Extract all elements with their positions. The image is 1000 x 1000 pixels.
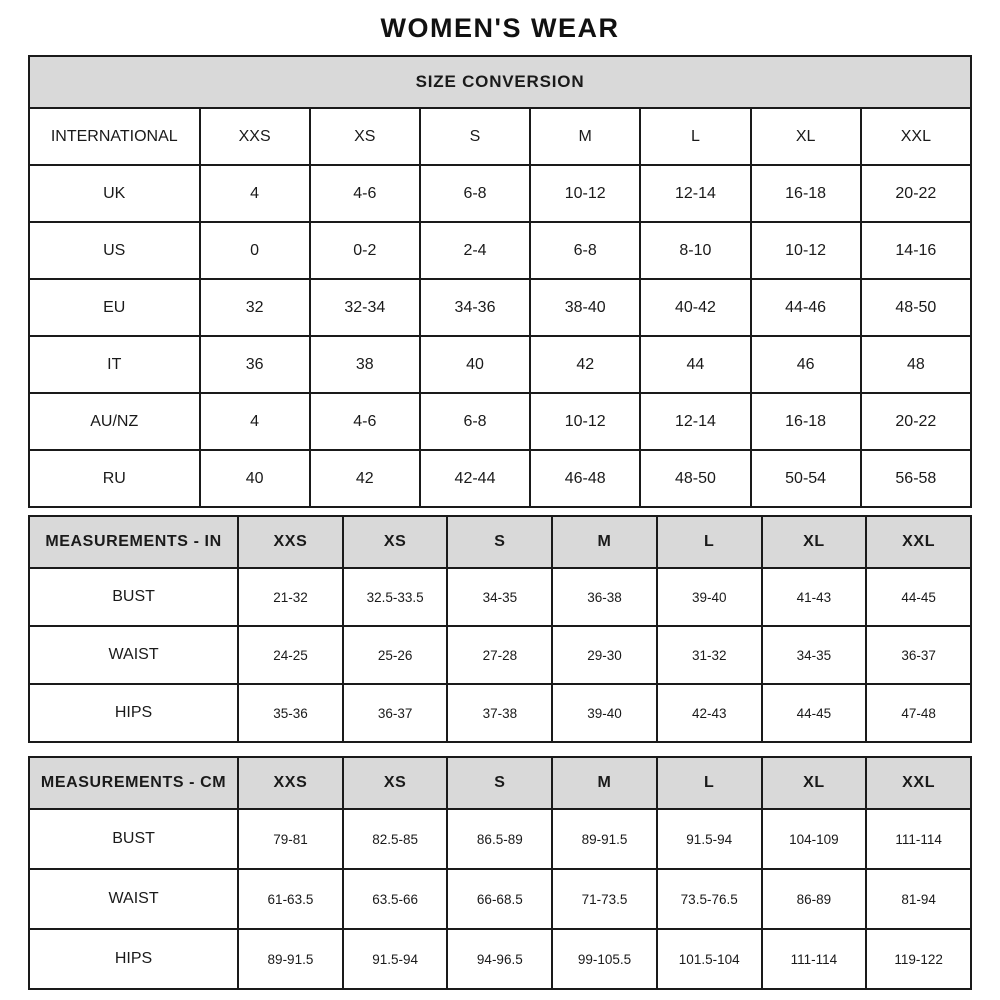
size-column-header: S	[420, 108, 530, 165]
value-cell: 40	[200, 450, 310, 507]
value-cell: 35-36	[238, 684, 343, 742]
size-column-header: S	[447, 516, 552, 568]
value-cell: 20-22	[861, 165, 971, 222]
value-cell: 34-35	[762, 626, 867, 684]
size-column-header: M	[552, 516, 657, 568]
value-cell: 8-10	[640, 222, 750, 279]
value-cell: 86-89	[762, 869, 867, 929]
value-cell: 41-43	[762, 568, 867, 626]
value-cell: 48-50	[861, 279, 971, 336]
row-label: IT	[29, 336, 200, 393]
value-cell: 61-63.5	[238, 869, 343, 929]
value-cell: 20-22	[861, 393, 971, 450]
size-column-header: XXL	[866, 516, 971, 568]
value-cell: 10-12	[530, 393, 640, 450]
value-cell: 24-25	[238, 626, 343, 684]
value-cell: 2-4	[420, 222, 530, 279]
value-cell: 50-54	[751, 450, 861, 507]
row-label: BUST	[29, 809, 238, 869]
column-header-row	[29, 757, 971, 809]
value-cell: 38-40	[530, 279, 640, 336]
value-cell: 31-32	[657, 626, 762, 684]
value-cell: 91.5-94	[657, 809, 762, 869]
size-column-header: XS	[343, 516, 448, 568]
value-cell: 36	[200, 336, 310, 393]
value-cell: 16-18	[751, 393, 861, 450]
value-cell: 82.5-85	[343, 809, 448, 869]
table-row	[29, 684, 971, 742]
value-cell: 111-114	[866, 809, 971, 869]
value-cell: 89-91.5	[238, 929, 343, 989]
value-cell: 86.5-89	[447, 809, 552, 869]
value-cell: 32	[200, 279, 310, 336]
value-cell: 12-14	[640, 165, 750, 222]
size-column-header: XS	[310, 108, 420, 165]
value-cell: 4	[200, 393, 310, 450]
value-cell: 34-35	[447, 568, 552, 626]
value-cell: 34-36	[420, 279, 530, 336]
value-cell: 36-37	[866, 626, 971, 684]
row-label: US	[29, 222, 200, 279]
value-cell: 16-18	[751, 165, 861, 222]
value-cell: 111-114	[762, 929, 867, 989]
table-row	[29, 568, 971, 626]
measurements-in-table	[28, 515, 972, 743]
value-cell: 56-58	[861, 450, 971, 507]
value-cell: 40	[420, 336, 530, 393]
size-conversion-table	[28, 55, 972, 508]
value-cell: 73.5-76.5	[657, 869, 762, 929]
row-header-label: MEASUREMENTS - IN	[29, 516, 238, 568]
value-cell: 6-8	[420, 393, 530, 450]
table-row	[29, 626, 971, 684]
value-cell: 63.5-66	[343, 869, 448, 929]
row-label: WAIST	[29, 869, 238, 929]
value-cell: 42-44	[420, 450, 530, 507]
table-row	[29, 809, 971, 869]
value-cell: 27-28	[447, 626, 552, 684]
value-cell: 42	[530, 336, 640, 393]
value-cell: 38	[310, 336, 420, 393]
row-label: RU	[29, 450, 200, 507]
value-cell: 39-40	[552, 684, 657, 742]
value-cell: 79-81	[238, 809, 343, 869]
value-cell: 101.5-104	[657, 929, 762, 989]
value-cell: 48	[861, 336, 971, 393]
row-label: HIPS	[29, 929, 238, 989]
value-cell: 10-12	[751, 222, 861, 279]
value-cell: 46-48	[530, 450, 640, 507]
value-cell: 0	[200, 222, 310, 279]
value-cell: 44	[640, 336, 750, 393]
value-cell: 44-46	[751, 279, 861, 336]
size-column-header: XL	[751, 108, 861, 165]
table-row	[29, 165, 971, 222]
column-header-row	[29, 108, 971, 165]
size-column-header: XXS	[238, 516, 343, 568]
value-cell: 91.5-94	[343, 929, 448, 989]
row-header-label: INTERNATIONAL	[29, 108, 200, 165]
value-cell: 0-2	[310, 222, 420, 279]
table-row	[29, 929, 971, 989]
value-cell: 21-32	[238, 568, 343, 626]
value-cell: 94-96.5	[447, 929, 552, 989]
size-column-header: S	[447, 757, 552, 809]
page-title: WOMEN'S WEAR	[380, 13, 620, 43]
value-cell: 12-14	[640, 393, 750, 450]
size-column-header: XS	[343, 757, 448, 809]
size-column-header: XL	[762, 757, 867, 809]
size-column-header: XL	[762, 516, 867, 568]
value-cell: 119-122	[866, 929, 971, 989]
value-cell: 44-45	[762, 684, 867, 742]
value-cell: 29-30	[552, 626, 657, 684]
table-title: SIZE CONVERSION	[29, 56, 971, 108]
value-cell: 48-50	[640, 450, 750, 507]
size-column-header: XXS	[200, 108, 310, 165]
value-cell: 47-48	[866, 684, 971, 742]
table-row	[29, 222, 971, 279]
size-column-header: XXL	[861, 108, 971, 165]
row-label: UK	[29, 165, 200, 222]
value-cell: 71-73.5	[552, 869, 657, 929]
size-column-header: M	[530, 108, 640, 165]
size-column-header: XXL	[866, 757, 971, 809]
value-cell: 99-105.5	[552, 929, 657, 989]
value-cell: 37-38	[447, 684, 552, 742]
measurements-cm-table	[28, 756, 972, 990]
value-cell: 25-26	[343, 626, 448, 684]
row-label: BUST	[29, 568, 238, 626]
value-cell: 32.5-33.5	[343, 568, 448, 626]
value-cell: 14-16	[861, 222, 971, 279]
value-cell: 46	[751, 336, 861, 393]
value-cell: 32-34	[310, 279, 420, 336]
row-label: HIPS	[29, 684, 238, 742]
table-row	[29, 393, 971, 450]
size-column-header: L	[640, 108, 750, 165]
value-cell: 81-94	[866, 869, 971, 929]
value-cell: 4-6	[310, 165, 420, 222]
row-label: AU/NZ	[29, 393, 200, 450]
table-row	[29, 450, 971, 507]
table-title-row	[29, 56, 971, 108]
value-cell: 39-40	[657, 568, 762, 626]
table-row	[29, 336, 971, 393]
table-row	[29, 279, 971, 336]
value-cell: 44-45	[866, 568, 971, 626]
value-cell: 104-109	[762, 809, 867, 869]
size-column-header: XXS	[238, 757, 343, 809]
value-cell: 4-6	[310, 393, 420, 450]
value-cell: 6-8	[530, 222, 640, 279]
value-cell: 36-37	[343, 684, 448, 742]
value-cell: 66-68.5	[447, 869, 552, 929]
value-cell: 89-91.5	[552, 809, 657, 869]
column-header-row	[29, 516, 971, 568]
row-label: WAIST	[29, 626, 238, 684]
value-cell: 6-8	[420, 165, 530, 222]
value-cell: 40-42	[640, 279, 750, 336]
size-column-header: M	[552, 757, 657, 809]
row-header-label: MEASUREMENTS - CM	[29, 757, 238, 809]
size-column-header: L	[657, 516, 762, 568]
value-cell: 4	[200, 165, 310, 222]
value-cell: 42-43	[657, 684, 762, 742]
value-cell: 10-12	[530, 165, 640, 222]
value-cell: 36-38	[552, 568, 657, 626]
row-label: EU	[29, 279, 200, 336]
size-column-header: L	[657, 757, 762, 809]
value-cell: 42	[310, 450, 420, 507]
table-row	[29, 869, 971, 929]
